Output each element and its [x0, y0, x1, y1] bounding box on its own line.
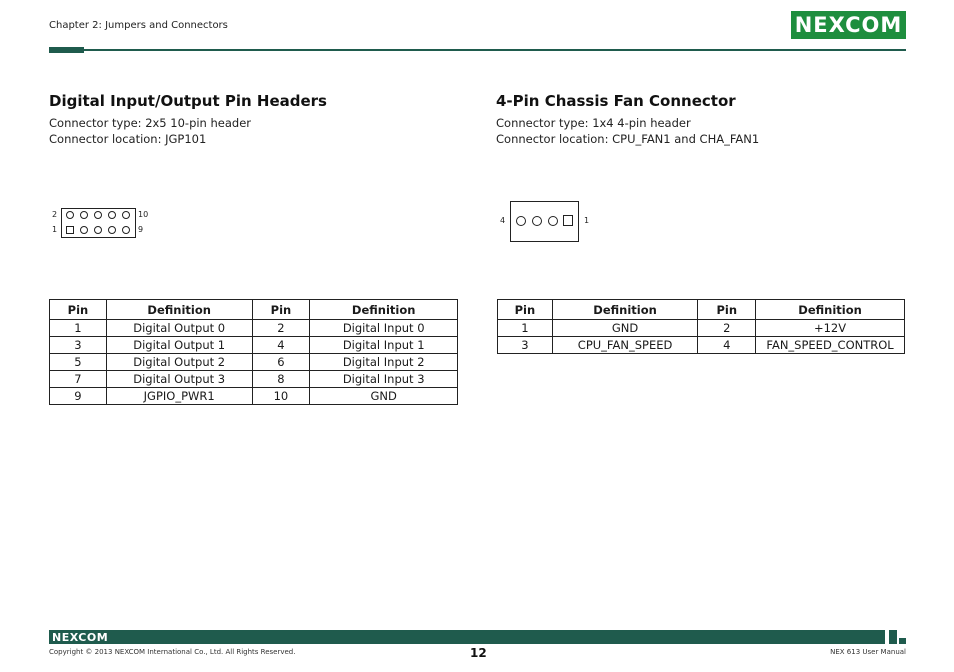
pin-icon: [516, 216, 526, 226]
pin-icon: [108, 226, 116, 234]
table-cell: 2: [698, 320, 756, 337]
table-cell: 3: [498, 337, 553, 354]
pin-label-right: 1: [584, 216, 590, 225]
table-row: [50, 388, 458, 405]
pin-icon: [94, 226, 102, 234]
table-row: [50, 371, 458, 388]
table-cell: 7: [50, 371, 107, 388]
pin-icon: [548, 216, 558, 226]
table-cell: Digital Input 0: [310, 320, 458, 337]
col-header: Definition: [552, 300, 698, 320]
footer-square-icon: [899, 638, 906, 644]
footer-square-icon: [889, 630, 897, 638]
fan-section-title: 4-Pin Chassis Fan Connector: [496, 92, 736, 110]
pin-icon: [108, 211, 116, 219]
table-row: [50, 354, 458, 371]
pin-icon: [66, 211, 74, 219]
table-header-row: [498, 300, 905, 320]
table-cell: Digital Output 1: [106, 337, 252, 354]
col-header: Definition: [310, 300, 458, 320]
table-cell: 1: [50, 320, 107, 337]
table-cell: 5: [50, 354, 107, 371]
table-row: [50, 337, 458, 354]
fan-pin-table: [497, 299, 905, 354]
table-cell: 4: [698, 337, 756, 354]
table-cell: JGPIO_PWR1: [106, 388, 252, 405]
pin-label-top-left: 2: [52, 210, 58, 219]
manual-title: NEX 613 User Manual: [830, 648, 906, 656]
table-cell: +12V: [756, 320, 905, 337]
col-header: Pin: [698, 300, 756, 320]
nexcom-logo: NEXCOM: [791, 11, 906, 39]
table-cell: FAN_SPEED_CONTROL: [756, 337, 905, 354]
pin-icon: [94, 211, 102, 219]
col-header: Pin: [50, 300, 107, 320]
col-header: Definition: [106, 300, 252, 320]
table-cell: 4: [252, 337, 310, 354]
table-cell: Digital Input 3: [310, 371, 458, 388]
table-cell: 1: [498, 320, 553, 337]
pin-label-left: 4: [500, 216, 506, 225]
table-cell: Digital Input 2: [310, 354, 458, 371]
header-rule-accent: [49, 47, 84, 53]
table-header-row: [50, 300, 458, 320]
table-cell: GND: [310, 388, 458, 405]
dio-connector-info: [49, 115, 251, 147]
fan-connector-type: Connector type: 1x4 4-pin header: [496, 116, 691, 130]
table-cell: 3: [50, 337, 107, 354]
col-header: Pin: [498, 300, 553, 320]
pin-icon: [122, 211, 130, 219]
table-cell: CPU_FAN_SPEED: [552, 337, 698, 354]
footer-square-icon: [889, 638, 897, 644]
dio-connector-location: Connector location: JGP101: [49, 132, 207, 146]
table-cell: Digital Output 2: [106, 354, 252, 371]
pin-icon: [122, 226, 130, 234]
table-cell: Digital Output 3: [106, 371, 252, 388]
chapter-title: Chapter 2: Jumpers and Connectors: [49, 20, 228, 31]
header-rule: [84, 49, 906, 51]
pin-label-bottom-right: 9: [138, 225, 144, 234]
copyright-text: Copyright © 2013 NEXCOM International Co., Ltd. All Rights Reserved.: [49, 648, 296, 656]
footer-logo: NEXCOM: [52, 631, 109, 644]
table-cell: Digital Input 1: [310, 337, 458, 354]
table-cell: 2: [252, 320, 310, 337]
table-row: [498, 337, 905, 354]
table-cell: GND: [552, 320, 698, 337]
table-cell: 8: [252, 371, 310, 388]
table-cell: 6: [252, 354, 310, 371]
dio-connector-type: Connector type: 2x5 10-pin header: [49, 116, 252, 130]
col-header: Definition: [756, 300, 905, 320]
fan-connector-info: [496, 115, 759, 147]
footer-bar: [49, 630, 885, 644]
table-cell: Digital Output 0: [106, 320, 252, 337]
fan-connector-location: Connector location: CPU_FAN1 and CHA_FAN1: [496, 132, 760, 146]
page-number: 12: [470, 646, 487, 660]
pin-icon: [80, 211, 88, 219]
table-row: [498, 320, 905, 337]
pin-label-bottom-left: 1: [52, 225, 58, 234]
pin1-square-icon: [563, 215, 573, 226]
pin-label-top-right: 10: [138, 210, 149, 219]
pin-icon: [80, 226, 88, 234]
dio-pin-table: [49, 299, 458, 405]
pin-icon: [532, 216, 542, 226]
table-cell: 10: [252, 388, 310, 405]
table-row: [50, 320, 458, 337]
col-header: Pin: [252, 300, 310, 320]
pin1-square-icon: [66, 226, 74, 234]
table-cell: 9: [50, 388, 107, 405]
dio-section-title: Digital Input/Output Pin Headers: [49, 92, 327, 110]
